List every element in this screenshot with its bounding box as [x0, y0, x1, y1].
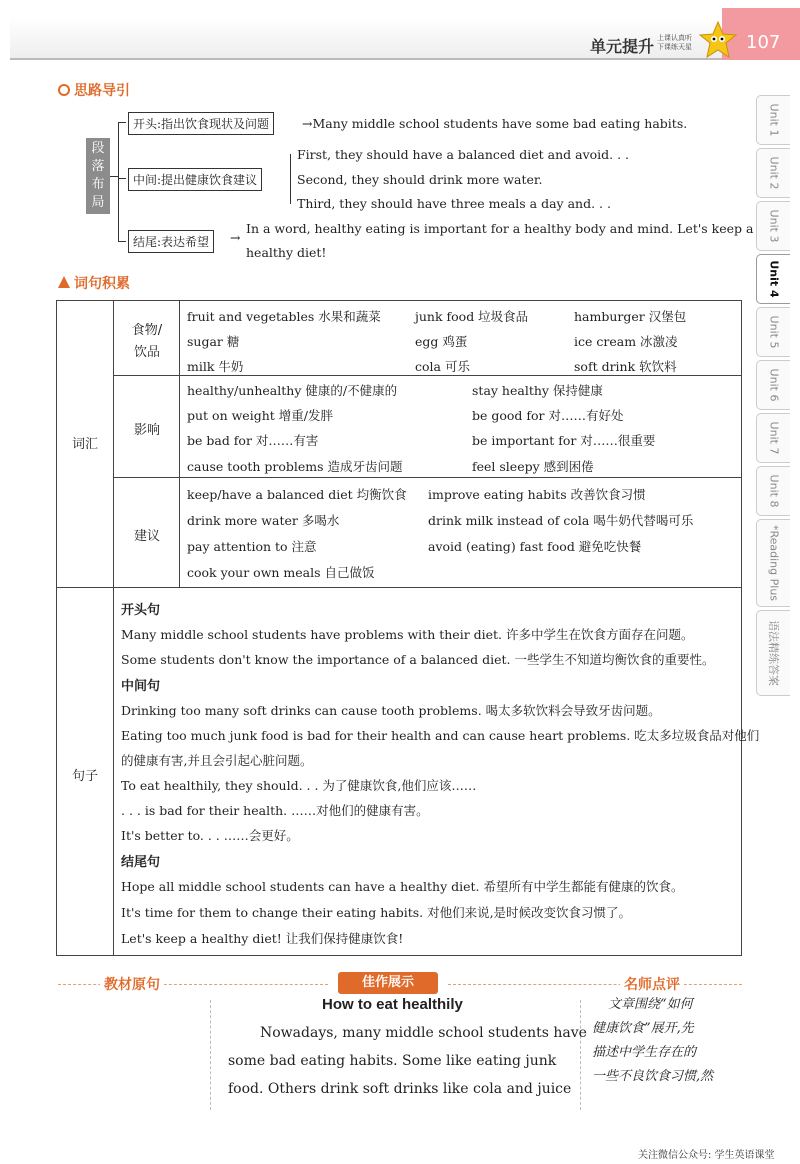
vocab-item: pay attention to 注意 [187, 539, 317, 554]
essay-line: Nowadays, many middle school students have [260, 1025, 587, 1041]
middle-tag: 中间:提出健康饮食建议 [128, 168, 262, 191]
vocab-item: drink milk instead of cola 喝牛奶代替喝可乐 [428, 513, 694, 528]
section-title-text: 词句积累 [74, 276, 130, 292]
ending-text-1: In a word, healthy eating is important for a healthy body and mind. Let's keep a [246, 221, 754, 236]
middle-sentences-head: 中间句 [121, 679, 161, 694]
brace-tick [118, 122, 126, 123]
tab-unit-1[interactable] [756, 95, 790, 145]
tab-label: Unit 4 [767, 260, 780, 298]
vocab-item: cause tooth problems 造成牙齿问题 [187, 459, 403, 474]
page-header [0, 0, 800, 68]
teacher-comment-label: 名师点评 [620, 974, 684, 994]
vocab-item: milk 牛奶 [187, 359, 244, 374]
sentence: It's time for them to change their eating habits. 对他们来说,是时候改变饮食习惯了。 [121, 905, 632, 920]
effect-label: 影响 [133, 423, 160, 438]
header-title: 单元提升 [590, 37, 655, 56]
pen-icon [58, 276, 70, 288]
page-number: 107 [746, 32, 781, 53]
vocab-item: cola 可乐 [415, 359, 470, 374]
sentence: To eat healthily, they should. . . 为了健康饮食,他们应该…… [121, 778, 477, 793]
ending-text-2: healthy diet! [246, 245, 327, 260]
middle-point-3: Third, they should have three meals a day and. . . [297, 196, 611, 211]
sentences-label: 句子 [71, 769, 98, 784]
tab-unit-5[interactable] [756, 307, 790, 357]
table-divider [57, 587, 741, 588]
sentence: Many middle school students have problems with their diet. 许多中学生在饮食方面存在问题。 [121, 627, 694, 642]
tab-label: *Reading Plus [767, 524, 780, 602]
tab-unit-8[interactable] [756, 466, 790, 516]
header-divider [10, 58, 730, 60]
column-divider [210, 1000, 211, 1110]
sentence: 的健康有害,并且会引起心脏问题。 [121, 753, 313, 768]
essay-title: How to eat healthily [322, 996, 463, 1013]
vocab-table [56, 300, 760, 956]
layout-label [86, 138, 110, 214]
vocab-item: sugar 糖 [187, 334, 240, 349]
tab-label: Unit 6 [767, 368, 780, 402]
sentence: . . . is bad for their health. ……对他们的健康有害。 [121, 803, 429, 818]
outline-brace [118, 122, 119, 242]
sentence: Some students don't know the importance of a balanced diet. 一些学生不知道均衡饮食的重要性。 [121, 652, 715, 667]
vocab-item: soft drink 软饮料 [574, 359, 677, 374]
sentence: Let's keep a healthy diet! 让我们保持健康饮食! [121, 931, 404, 946]
sentence: It's better to. . . ……会更好。 [121, 828, 299, 843]
showcase-label: 佳作展示 [338, 972, 438, 994]
vocab-item: improve eating habits 改善饮食习惯 [428, 487, 646, 502]
opening-text: →Many middle school students have some bad eating habits. [302, 116, 688, 131]
vocab-item: be bad for 对……有害 [187, 433, 319, 448]
target-icon [58, 84, 70, 96]
comment-line: 健康饮食”展开,先 [592, 1021, 694, 1036]
vocab-item: feel sleepy 感到困倦 [472, 459, 594, 474]
vocab-item: cook your own meals 自己做饭 [187, 565, 375, 580]
header-subtitle [657, 34, 692, 52]
vocab-item: hamburger 汉堡包 [574, 309, 687, 324]
vocab-item: healthy/unhealthy 健康的/不健康的 [187, 383, 398, 398]
middle-brace [290, 154, 291, 204]
essay-line: some bad eating habits. Some like eating junk [228, 1053, 557, 1069]
opening-sentences-head: 开头句 [121, 603, 161, 618]
ending-arrow: → [230, 230, 241, 245]
tab-label: Unit 2 [767, 156, 780, 190]
vocab-item: fruit and vegetables 水果和蔬菜 [187, 309, 381, 324]
vocab-item: ice cream 冰激凌 [574, 334, 678, 349]
sentence: Eating too much junk food is bad for their health and can cause heart problems. 吃太多垃圾食品对他们 [121, 728, 760, 743]
header-subtitle-line-2: 下课练天星 [657, 43, 692, 51]
tab-label: Unit 5 [767, 315, 780, 349]
tab-label: Unit 1 [767, 103, 780, 137]
comment-line: 描述中学生存在的 [592, 1045, 697, 1060]
footer-note: 关注微信公众号: 学生英语课堂 [638, 1150, 775, 1161]
star-mascot-icon [698, 20, 738, 60]
tab-grammar-answers[interactable] [756, 610, 790, 696]
section-title-text: 思路导引 [74, 83, 130, 99]
vocab-item: put on weight 增重/发胖 [187, 408, 333, 423]
layout-label-text: 段落布局 [91, 141, 105, 210]
food-label-1: 食物/ [131, 323, 163, 338]
table-divider [113, 477, 741, 478]
ending-sentences-head: 结尾句 [121, 855, 161, 870]
comment-line: 文章围绕“如何 [608, 997, 693, 1012]
divider-line [58, 984, 328, 985]
table-divider [113, 375, 741, 376]
section-title-outline [58, 80, 130, 100]
middle-point-1: First, they should have a balanced diet and avoid. . . [297, 147, 630, 162]
vocab-item: junk food 垃圾食品 [415, 309, 529, 324]
ending-tag: 结尾:表达希望 [128, 230, 214, 253]
header-subtitle-line-1: 上课认真听 [657, 34, 692, 42]
table-divider [179, 301, 180, 587]
brace-tick [110, 176, 118, 177]
middle-point-2: Second, they should drink more water. [297, 172, 543, 187]
vocab-item: keep/have a balanced diet 均衡饮食 [187, 487, 407, 502]
comment-line: 一些不良饮食习惯,然 [592, 1069, 714, 1084]
vocab-label: 词汇 [71, 437, 98, 452]
brace-tick [118, 241, 126, 242]
food-label-2: 饮品 [133, 345, 160, 360]
opening-tag: 开头:指出饮食现状及问题 [128, 112, 274, 135]
tab-label: Unit 8 [767, 474, 780, 508]
advice-label: 建议 [133, 529, 160, 544]
tab-unit-3[interactable] [756, 201, 790, 251]
vocab-item: stay healthy 保持健康 [472, 383, 603, 398]
vocab-item: be good for 对……有好处 [472, 408, 624, 423]
tab-unit-7[interactable] [756, 413, 790, 463]
essay-line: food. Others drink soft drinks like cola and juice [228, 1081, 572, 1097]
divider-line [448, 984, 742, 985]
brace-tick [118, 178, 126, 179]
column-divider [580, 1000, 581, 1110]
vocab-item: be important for 对……很重要 [472, 433, 656, 448]
table-divider [113, 301, 114, 955]
tab-reading-plus[interactable] [756, 519, 790, 607]
textbook-sentences-label: 教材原句 [100, 974, 164, 994]
tab-unit-2[interactable] [756, 148, 790, 198]
sentence: Hope all middle school students can have a healthy diet. 希望所有中学生都能有健康的饮食。 [121, 879, 684, 894]
vocab-item: drink more water 多喝水 [187, 513, 340, 528]
tab-label: 语法精练答案 [766, 620, 780, 686]
tab-label: Unit 3 [767, 209, 780, 243]
vocab-item: avoid (eating) fast food 避免吃快餐 [428, 539, 642, 554]
tab-unit-4[interactable] [756, 254, 790, 304]
tab-label: Unit 7 [767, 421, 780, 455]
sentence: Drinking too many soft drinks can cause tooth problems. 喝太多软饮料会导致牙齿问题。 [121, 703, 661, 718]
section-title-vocab [58, 273, 130, 293]
vocab-item: egg 鸡蛋 [415, 334, 468, 349]
tab-unit-6[interactable] [756, 360, 790, 410]
